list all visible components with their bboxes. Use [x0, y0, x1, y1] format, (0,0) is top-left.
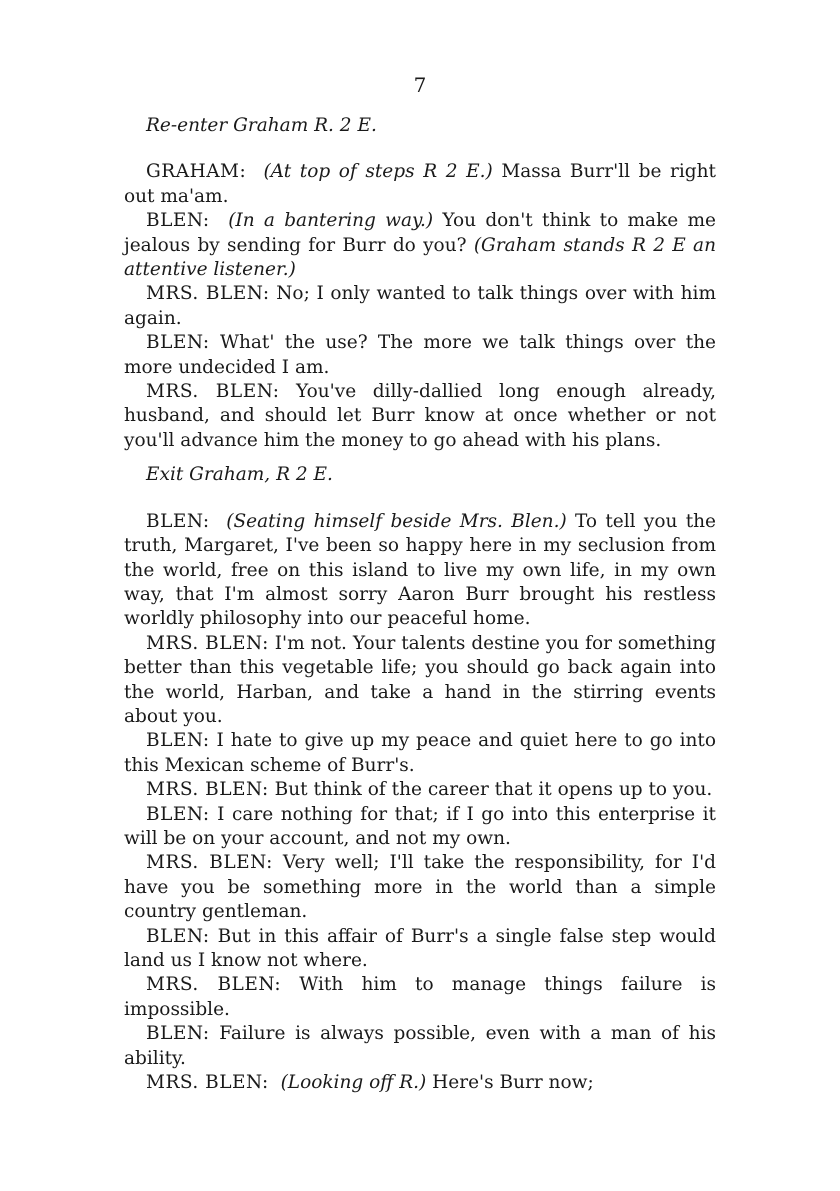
- stage-direction: Exit Graham, R 2 E.: [146, 464, 333, 486]
- speaker-name: MRS. BLEN:: [146, 381, 280, 403]
- page-number: 7: [413, 73, 427, 97]
- dialogue-text: You don't think to make me jealous by sending for Burr do you?: [124, 210, 716, 256]
- inline-stage-direction: (At top of steps R 2 E.): [263, 161, 493, 183]
- speaker-name: BLEN:: [146, 1023, 210, 1045]
- dialogue-text: With him to manage things failure is impossible.: [124, 974, 717, 1020]
- speaker-name: BLEN:: [146, 332, 210, 354]
- inline-stage-direction: (Looking off R.): [280, 1072, 427, 1094]
- speaker-name: MRS. BLEN:: [146, 852, 273, 874]
- dialogue-line: [124, 380, 716, 453]
- dialogue-text: What' the use? The more we talk things over the more undecided I am.: [124, 332, 716, 378]
- dialogue-line: [124, 282, 716, 331]
- dialogue-text: To tell you the truth, Margaret, I've been so happy here in my seclusion from the world, free on this island to live my own life, in my own way, that I'm almost sorry Aaron Burr brought his restless worldly philosophy into our peaceful home.: [124, 510, 716, 630]
- inline-stage-direction: (In a bantering way.): [228, 210, 434, 232]
- dialogue-text: I'm not. Your talents destine you for something better than this vegetable life; you should go back again into the world, Harban, and take a hand in the stirring events about you.: [124, 632, 717, 727]
- dialogue-text: Very well; I'll take the responsibility, for I'd have you be something more in the world than a simple country gentleman.: [124, 852, 716, 923]
- speaker-name: MRS. BLEN:: [146, 283, 270, 305]
- dialogue-line: [124, 1071, 716, 1095]
- inline-stage-direction: (Graham stands R 2 E an attentive listener.): [124, 234, 716, 281]
- dialogue-text: But think of the career that it opens up to you.: [268, 779, 713, 801]
- dialogue-text: You've dilly-dallied long enough already, husband, and should let Burr know at once whether or not you'll advance him the money to go ahead with his plans.: [124, 381, 717, 451]
- dialogue-line: [124, 803, 716, 852]
- script-page: [124, 72, 716, 1095]
- dialogue-line: [124, 160, 716, 209]
- speaker-name: MRS. BLEN:: [146, 632, 269, 654]
- speaker-name: MRS. BLEN:: [146, 974, 282, 996]
- speaker-name: MRS. BLEN:: [146, 1072, 269, 1094]
- dialogue-line: [124, 973, 716, 1022]
- dialogue-line: [124, 729, 716, 778]
- dialogue-text: Here's Burr now;: [426, 1072, 594, 1094]
- stage-direction: Re-enter Graham R. 2 E.: [146, 115, 377, 136]
- dialogue-line: [124, 510, 716, 632]
- dialogue-line: [124, 632, 716, 730]
- dialogue-line: [124, 1022, 716, 1071]
- dialogue-text: I care nothing for that; if I go into this enterprise it will be on your account, and not my own.: [124, 803, 716, 849]
- inline-stage-direction: (Seating himself beside Mrs. Blen.): [226, 510, 567, 532]
- dialogue-text: No; I only wanted to talk things over with him again.: [124, 283, 716, 329]
- dialogue-line: [124, 851, 716, 924]
- dialogue-line: [124, 925, 716, 974]
- speaker-name: BLEN:: [146, 803, 210, 825]
- speaker-name: BLEN:: [146, 730, 210, 752]
- speaker-name: BLEN:: [146, 210, 210, 232]
- dialogue-text: But in this affair of Burr's a single false step would land us I know not where.: [124, 925, 716, 971]
- speaker-name: GRAHAM:: [146, 161, 247, 183]
- speaker-name: BLEN:: [146, 510, 210, 532]
- dialogue-text: Failure is always possible, even with a man of his ability.: [124, 1023, 716, 1069]
- dialogue-line: [124, 778, 716, 802]
- dialogue-text: Massa Burr'll be right out ma'am.: [124, 161, 716, 207]
- speaker-name: MRS. BLEN:: [146, 779, 269, 801]
- dialogue-text: I hate to give up my peace and quiet here to go into this Mexican scheme of Burr's.: [124, 730, 716, 776]
- dialogue-line: [124, 331, 716, 380]
- speaker-name: BLEN:: [146, 925, 210, 947]
- dialogue-line: [124, 209, 716, 282]
